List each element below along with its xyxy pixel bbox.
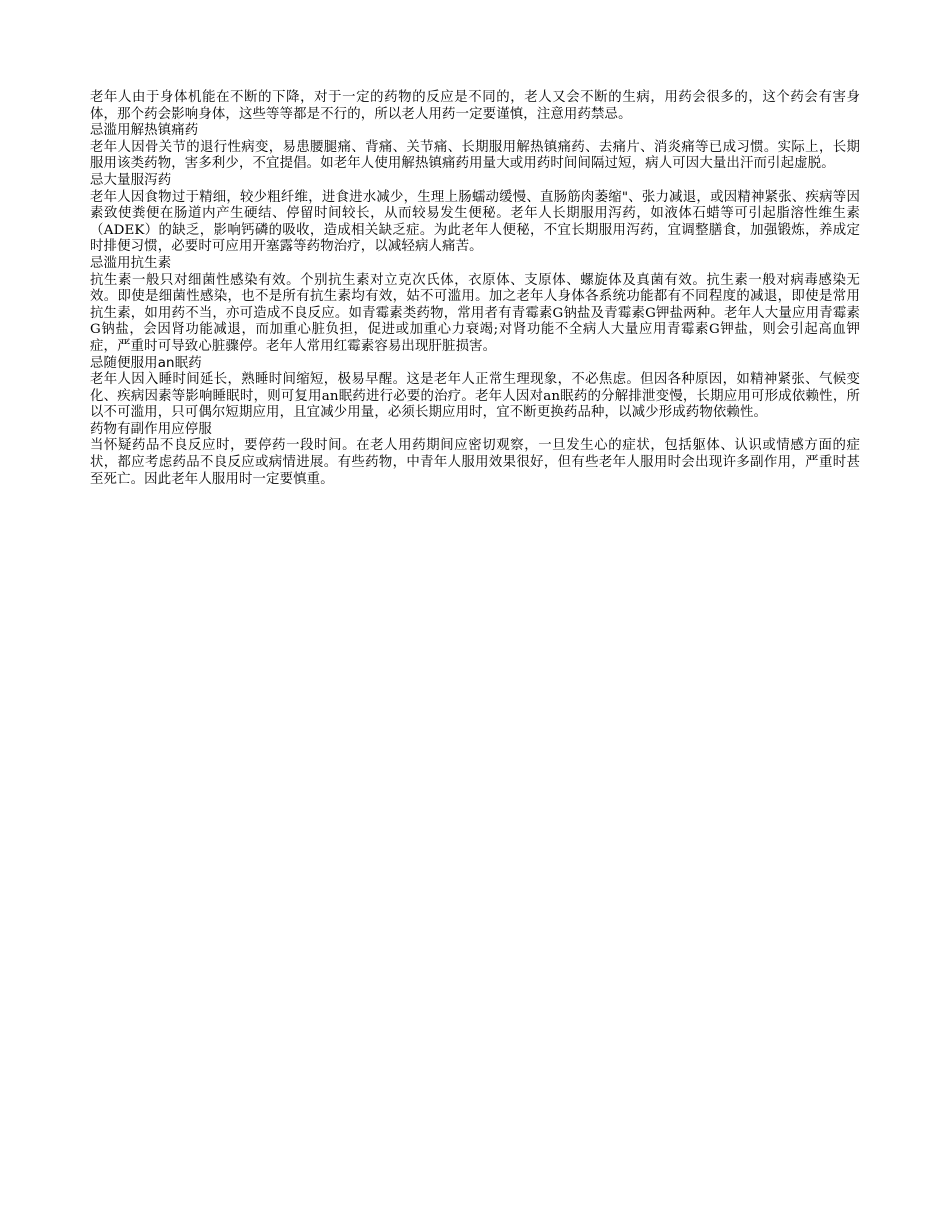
section-body-side-effects: 当怀疑药品不良反应时，要停药一段时间。在老人用药期间应密切观察，一旦发生心的症状，包括躯体、认识或情感方面的症状，都应考虑药品不良反应或病情进展。有些药物，中青年人服用效果很好，但有些老年人服用时会出现许多副作用，严重时甚至死亡。因此老年人服用时一定要慎重。 (90, 438, 860, 487)
section-body-antibiotic: 抗生素一般只对细菌性感染有效。个别抗生素对立克次氏体，衣原体、支原体、螺旋体及真菌有效。抗生素一般对病毒感染无效。即使是细菌性感染，也不是所有抗生素均有效，姑不可滥用。加之老年人身体各系统功能都有不同程度的减退，即使是常用抗生素，如用药不当，亦可造成不良反应。如青霉素类药物，常用者有青霉素G钠盐及青霉素G钾盐两种。老年人大量应用青霉素G钠盐，会因肾功能减退，而加重心脏负担，促进或加重心力衰竭;对肾功能不全病人大量应用青霉素G钾盐，则会引起高血钾症，严重时可导致心脏骤停。老年人常用红霉素容易出现肝脏损害。 (90, 272, 860, 354)
section-heading-antibiotic: 忌滥用抗生素 (90, 255, 172, 271)
section-body-laxative: 老年人因食物过于精细，较少粗纤维，进食进水减少，生理上肠蠕动缓慢、直肠筋肉萎缩"、张力减退，或因精神紧张、疾病等因素致使粪便在肠道内产生硬结、停留时间较长，从而较易发生便秘。老年人长期服用泻药，如液体石蜡等可引起脂溶性维生素（ADEK）的缺乏，影响钙磷的吸收，造成相关缺乏症。为此老年人便秘，不宜长期服用泻药，宜调整膳食，加强锻炼，养成定时排便习惯，必要时可应用开塞露等药物治疗，以减轻病人痛苦。 (90, 189, 860, 255)
section-heading-sleeping-pill: 忌随便服用an眠药 (90, 355, 202, 371)
section-body-sleeping-pill: 老年人因入睡时间延长，熟睡时间缩短，极易早醒。这是老年人正常生理现象，不必焦虑。但因各种原因，如精神紧张、气候变化、疾病因素等影响睡眠时，则可复用an眠药进行必要的治疗。老年人因对an眠药的分解排泄变慢，长期应用可形成依赖性，所以不可滥用，只可偶尔短期应用，且宜减少用量，必须长期应用时，宜不断更换药品种，以减少形成药物依赖性。 (90, 372, 860, 421)
section-heading-side-effects: 药物有副作用应停服 (90, 421, 212, 437)
section-heading-laxative: 忌大量服泻药 (90, 172, 172, 188)
section-body-antipyretic: 老年人因骨关节的退行性病变，易患腰腿痛、背痛、关节痛、长期服用解热镇痛药、去痛片、消炎痛等已成习惯。实际上，长期服用该类药物，害多利少，不宜提倡。如老年人使用解热镇痛药用量大或用药时间间隔过短，病人可因大量出汗而引起虚脱。 (90, 139, 860, 172)
intro-paragraph: 老年人由于身体机能在不断的下降，对于一定的药物的反应是不同的，老人又会不断的生病，用药会很多的，这个药会有害身体，那个药会影响身体，这些等等都是不行的，所以老人用药一定要谨慎，注意用药禁忌。 (90, 90, 860, 122)
document-body (90, 90, 860, 488)
section-heading-antipyretic: 忌滥用解热镇痛药 (90, 123, 199, 139)
